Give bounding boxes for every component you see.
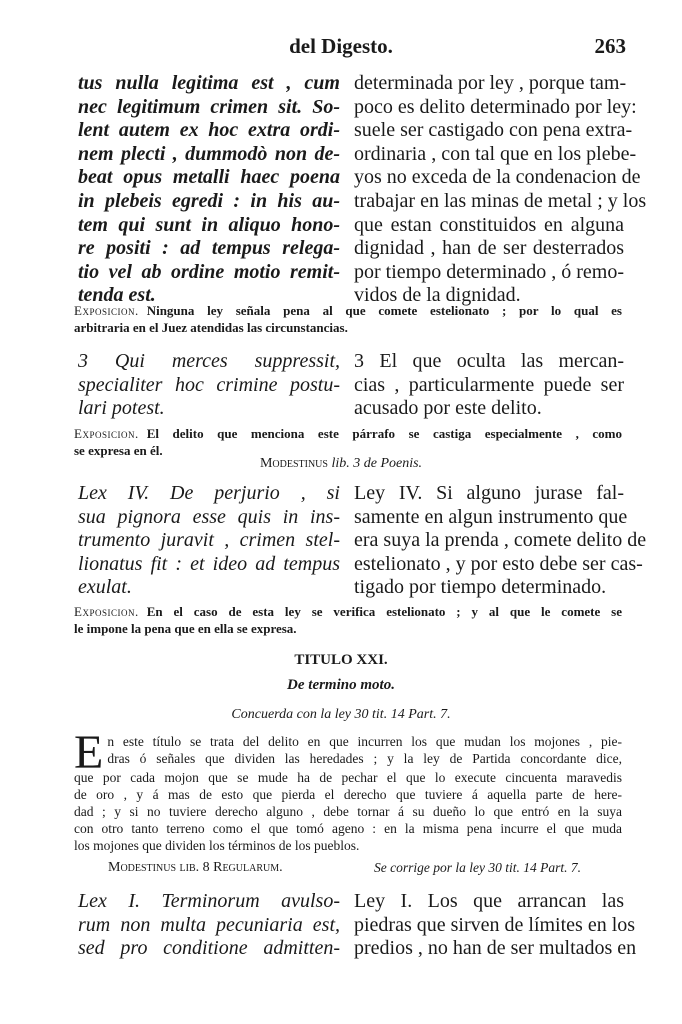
exposicion-text: En el caso de esta ley se verifica estelionato ; y al que le comete se	[146, 604, 622, 619]
parallel-block-1	[78, 72, 647, 312]
spanish-line: samente en algun instrumento que	[354, 505, 628, 528]
spanish-line: trabajar en las minas de metal ; y los	[354, 189, 647, 212]
spanish-line: Ley I. Los que arrancan las	[354, 890, 624, 912]
spanish-line: piedras que sirven de límites en los	[354, 913, 636, 936]
exposicion-line	[74, 603, 622, 620]
latin-line: nec legitimum crimen sit. So-	[78, 95, 340, 118]
latin-line: in plebeis egredi : in his au-	[78, 189, 340, 212]
running-header	[0, 28, 682, 64]
source-line-1	[0, 456, 682, 472]
spanish-line: cias , particularmente puede ser	[354, 373, 624, 396]
exposicion-2	[74, 425, 622, 459]
exposicion-label: Exposicion.	[74, 426, 139, 441]
latin-column	[78, 350, 340, 421]
intro-line: de oro , y á mas de esto que pierda el derecho que tuviere á aquella parte de here-	[74, 787, 622, 802]
latin-line: sua pignora esse quis in ins-	[78, 505, 340, 528]
source-right: Se corrige por la ley 30 tit. 14 Part. 7.	[374, 860, 581, 875]
intro-line: dras ó señales que dividen las heredades ; y la ley de Partida concordante dice,	[107, 751, 622, 766]
spanish-column	[354, 72, 647, 308]
spanish-line: determinada por ley , porque tam-	[354, 72, 627, 94]
latin-line: lari potest.	[78, 397, 165, 420]
intro-line: que por cada mojon que se mude ha de pechar el que lo execute cincuenta maravedis	[74, 770, 622, 785]
intro-line: con otro tanto terreno como el que tomó ageno : en la misma pena incurre el que muda	[74, 821, 622, 836]
exposicion-line	[74, 425, 622, 442]
latin-line: 3 Qui merces suppressit,	[78, 350, 340, 372]
latin-line: re positi : ad tempus relega-	[78, 237, 340, 260]
spanish-line: predios , no han de ser multados en	[354, 937, 637, 960]
exposicion-line: le impone la pena que en ella se expresa.	[74, 621, 297, 636]
latin-line: tus nulla legitima est , cum	[78, 72, 340, 94]
parallel-block-4	[78, 890, 637, 962]
latin-line: lent autem ex hoc extra ordi-	[78, 119, 340, 142]
spanish-line: poco es delito determinado por ley:	[354, 95, 637, 118]
exposicion-label: Exposicion.	[74, 303, 139, 318]
spanish-line: estelionato , y por esto debe ser cas-	[354, 552, 643, 575]
latin-line: Lex IV. De perjurio , si	[78, 482, 340, 504]
spanish-column	[354, 350, 624, 421]
spanish-line: era suya la prenda , comete delito de	[354, 529, 647, 552]
exposicion-text: El delito que menciona este párrafo se castiga especialmente , como	[146, 426, 622, 441]
spanish-line: 3 El que oculta las mercan-	[354, 350, 624, 372]
spanish-line: vidos de la dignidad.	[354, 284, 521, 307]
exposicion-line	[74, 302, 622, 319]
latin-line: nem plecti , dummodò non de-	[78, 142, 340, 165]
latin-line: sed pro conditione admitten-	[78, 937, 340, 960]
spanish-line: dignidad , han de ser desterrados	[354, 237, 624, 260]
titulo-subtitle: De termino moto.	[287, 677, 395, 693]
spanish-line: suele ser castigado con pena extra-	[354, 119, 633, 142]
exposicion-text: Ninguna ley señala pena al que comete estelionato ; por lo qual es	[146, 303, 622, 318]
spanish-line: Ley IV. Si alguno jurase fal-	[354, 482, 624, 504]
spanish-line: por tiempo determinado , ó remo-	[354, 260, 624, 283]
source-author: Modestinus	[259, 456, 328, 471]
exposicion-3	[74, 603, 622, 637]
spanish-column	[354, 890, 637, 961]
exposicion-line: se expresa en él.	[74, 443, 163, 458]
latin-line: beat opus metalli haec poena	[78, 166, 340, 189]
latin-line: tio vel ab ordine motio remit-	[78, 260, 340, 283]
latin-line: trumento juravit , crimen stel-	[78, 529, 340, 552]
running-title: del Digesto.	[289, 34, 393, 58]
concuerda-line: Concuerda con la ley 30 tit. 14 Part. 7.	[231, 707, 451, 722]
spanish-line: ordinaria , con tal que en los plebe-	[354, 142, 637, 165]
drop-cap: E	[74, 726, 104, 779]
latin-column	[78, 72, 340, 308]
parallel-block-2	[78, 350, 624, 422]
spanish-column	[354, 482, 647, 600]
latin-line: Lex I. Terminorum avulso-	[78, 890, 340, 912]
spanish-line: tigado por tiempo determinado.	[354, 576, 607, 599]
latin-line: specialiter hoc crimine postu-	[78, 373, 340, 396]
latin-line: tenda est.	[78, 284, 156, 307]
intro-line: los mojones que dividen los términos de los pueblos.	[74, 838, 360, 853]
parallel-block-3	[78, 482, 647, 602]
latin-line: lionatus fit : et ideo ad tempus	[78, 552, 340, 575]
exposicion-label: Exposicion.	[74, 604, 139, 619]
source-line-2	[78, 860, 624, 884]
intro-line: dad ; y si no tuviere derecho alguno , debe tornar á su dueño lo que entró en la suya	[74, 804, 622, 819]
source-ref: lib. 3 de Poenis.	[331, 456, 423, 471]
exposicion-line: arbitraria en el Juez atendidas las circunstancias.	[74, 320, 348, 335]
page-number: 263	[594, 34, 626, 58]
latin-line: exulat.	[78, 576, 132, 599]
exposicion-1	[74, 302, 622, 336]
spanish-line: acusado por este delito.	[354, 397, 542, 420]
latin-column	[78, 890, 340, 961]
source-left: Modestinus lib. 8 Regularum.	[108, 860, 283, 875]
titulo-heading: TITULO XXI.	[294, 652, 388, 668]
spanish-line: que estan constituidos en alguna	[354, 213, 624, 236]
latin-column	[78, 482, 340, 600]
intro-line: n este título se trata del delito en que incurren los que mudan los mojones , pie-	[107, 734, 622, 749]
titulo-intro	[74, 726, 622, 854]
latin-line: rum non multa pecuniaria est,	[78, 913, 340, 936]
latin-line: tem qui sunt in aliquo hono-	[78, 213, 340, 236]
spanish-line: yos no exceda de la condenacion de	[354, 166, 641, 189]
